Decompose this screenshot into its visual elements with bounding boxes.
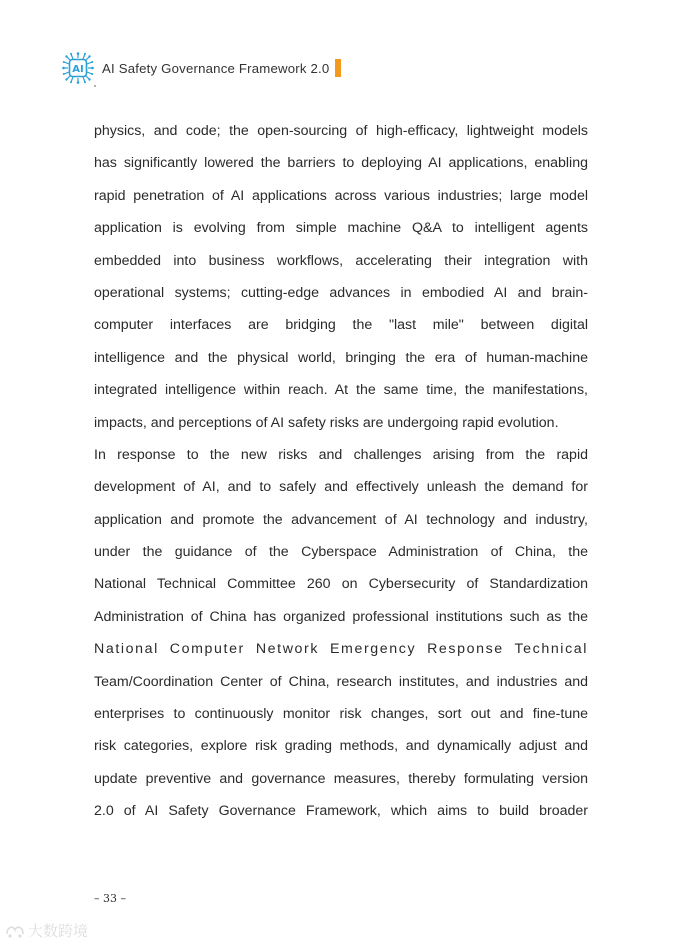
svg-text:AI: AI <box>72 64 84 75</box>
text-line: has significantly lowered the barriers to deploying AI applications, enabling <box>94 155 588 172</box>
text-line: embedded into business workflows, accelerating their integration with <box>94 252 588 269</box>
text-line: operational systems; cutting-edge advances in embodied AI and brain- <box>94 284 588 301</box>
ai-chip-logo-icon <box>62 52 94 84</box>
text-line: National Computer Network Emergency Response Technical <box>94 641 588 658</box>
text-line: risk categories, explore risk grading methods, and dynamically adjust and <box>94 738 588 755</box>
page-number: – 33 – <box>94 892 126 905</box>
text-line: integrated intelligence within reach. At the same time, the manifestations, <box>94 382 588 399</box>
text-line: National Technical Committee 260 on Cybersecurity of Standardization <box>94 576 588 593</box>
text-line: rapid penetration of AI applications across various industries; large model <box>94 187 588 204</box>
text-line: update preventive and governance measures, thereby formulating version <box>94 770 588 787</box>
header-accent-bar <box>335 59 341 77</box>
text-line: In response to the new risks and challenges arising from the rapid <box>94 446 588 463</box>
text-line: Team/Coordination Center of China, research institutes, and industries and <box>94 673 588 690</box>
watermark-text: 大数跨境 <box>28 922 89 940</box>
text-line: application and promote the advancement of AI technology and industry, <box>94 511 588 528</box>
header-dot <box>94 85 96 87</box>
text-line: Administration of China has organized professional institutions such as the <box>94 608 588 625</box>
text-line: development of AI, and to safely and effectively unleash the demand for <box>94 479 588 496</box>
text-line: physics, and code; the open-sourcing of high-efficacy, lightweight models <box>94 123 588 139</box>
text-line: under the guidance of the Cyberspace Administration of China, the <box>94 544 588 561</box>
text-line: enterprises to continuously monitor risk changes, sort out and fine-tune <box>94 706 588 723</box>
watermark <box>4 920 88 941</box>
page-header <box>62 52 341 84</box>
header-title: AI Safety Governance Framework 2.0 <box>102 60 330 76</box>
text-line: application is evolving from simple machine Q&A to intelligent agents <box>94 220 588 237</box>
text-line: intelligence and the physical world, bringing the era of human-machine <box>94 349 588 366</box>
text-line: 2.0 of AI Safety Governance Framework, which aims to build broader <box>94 803 588 820</box>
text-line: computer interfaces are bridging the "last mile" between digital <box>94 317 588 334</box>
watermark-logo-icon <box>4 922 26 940</box>
body-paragraphs <box>94 115 588 828</box>
text-line: impacts, and perceptions of AI safety risks are undergoing rapid evolution. <box>94 414 559 431</box>
